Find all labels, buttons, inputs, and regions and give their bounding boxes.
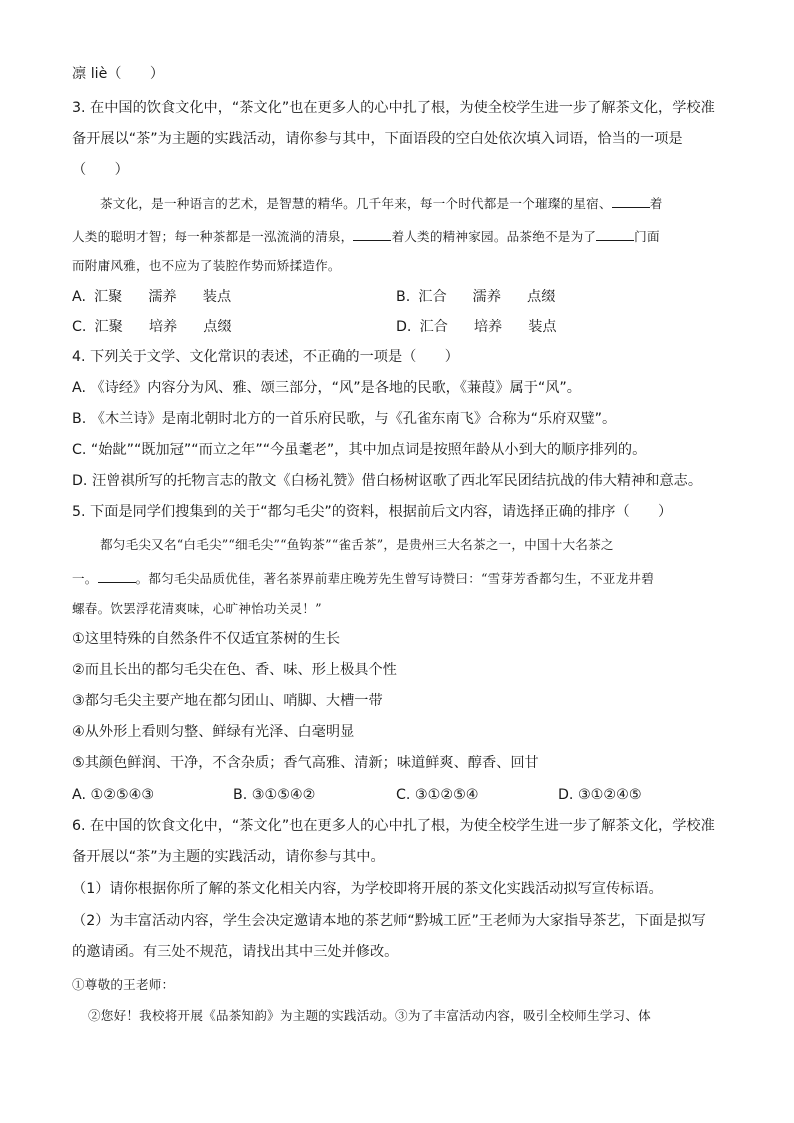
fill-blank-2: [353, 226, 391, 241]
option-word: 濡养: [472, 289, 502, 305]
option-word: 濡养: [148, 289, 177, 305]
sentence-5: ⑤其颜色鲜润、干净，不含杂质；香气高雅、清新；味道鲜爽、醇香、回甘: [72, 755, 539, 771]
passage-text: 着: [649, 196, 663, 211]
question-6-sub-2-line2: 的邀请函。有三处不规范，请找出其中三处并修改。: [72, 944, 399, 960]
q4-option-a: A. 《诗经》内容分为风、雅、颂三部分，“风”是各地的民歌，《蒹葭》属于“风”。: [72, 380, 581, 396]
option-word: 汇聚: [94, 319, 123, 335]
q5-option-a: A. ①②⑤④③: [72, 787, 155, 803]
passage-text: 。都匀毛尖品质优佳，著名茶界前辈庄晚芳先生曾写诗赞曰：“雪芽芳香都匀生，不亚龙井碧: [135, 571, 654, 586]
question-6-sub-1: （1）请你根据你所了解的茶文化相关内容，为学校即将开展的茶文化实践活动拟写宣传标语。: [72, 881, 663, 897]
option-word: 培养: [148, 319, 178, 335]
q4-option-d: D. 汪曾祺所写的托物言志的散文《白杨礼赞》借白杨树讴歌了西北军民团结抗战的伟大精神和意志。: [72, 473, 703, 489]
passage-2-line1: 都匀毛尖又名“白毛尖”“细毛尖”“鱼钩茶”“雀舌茶”，是贵州三大名茶之一，中国十大名茶之: [100, 537, 614, 552]
option-word: 装点: [528, 319, 557, 335]
option-label: B.: [396, 289, 411, 305]
question-3-stem-line1: 3. 在中国的饮食文化中，“茶文化”也在更多人的心中扎了根，为使全校学生进一步了解茶文化，学校准: [72, 100, 715, 116]
passage-text: 人类的聪明才智；每一种茶都是一泓流淌的清泉，: [72, 229, 354, 244]
sentence-2: ②而且长出的都匀毛尖在色、香、味、形上极具个性: [72, 662, 397, 678]
fill-blank-4: [98, 568, 136, 583]
question-6-stem-line1: 6. 在中国的饮食文化中，“茶文化”也在更多人的心中扎了根，为使全校学生进一步了解茶文化，学校准: [72, 818, 715, 834]
passage-text: 一。: [72, 571, 98, 586]
passage-1-line2: [72, 226, 660, 247]
option-word: 培养: [473, 319, 503, 335]
fill-blank-1: [612, 193, 650, 208]
passage-1-line1: [100, 193, 663, 214]
passage-2-line2: [72, 568, 654, 589]
option-label: C.: [72, 319, 87, 335]
question-3-stem-line2: 备开展以“茶”为主题的实践活动，请你参与其中，下面语段的空白处依次填入词语，恰当的一项是: [72, 131, 683, 147]
option-word: 点缀: [203, 319, 232, 335]
fill-blank-3: [596, 226, 634, 241]
option-word: 装点: [202, 289, 232, 305]
passage-text: 门面: [634, 229, 660, 244]
sentence-1: ①这里特殊的自然条件不仅适宜茶树的生长: [72, 631, 341, 647]
q4-option-c: C. “始龀”“既加冠”“而立之年”“今虽耄老”，其中加点词是按照年龄从小到大的顺序排列的。: [72, 442, 647, 458]
letter-salutation: ①尊敬的王老师：: [72, 977, 175, 992]
sentence-3: ③都匀毛尖主要产地在都匀团山、哨脚、大槽一带: [72, 693, 383, 709]
option-label: A.: [72, 289, 86, 305]
question-6-sub-2-line1: （2）为丰富活动内容，学生会决定邀请本地的茶艺师“黔城工匠”王老师为大家指导茶艺，下面是拟写: [72, 913, 706, 929]
q3-option-d: [396, 317, 557, 337]
q3-option-a: [72, 287, 231, 307]
q3-option-b: [396, 287, 555, 307]
q5-option-d: D. ③①②④⑤: [558, 787, 642, 803]
q3-option-c: [72, 317, 232, 337]
sentence-4: ④从外形上看则匀整、鲜绿有光泽、白毫明显: [72, 724, 355, 740]
option-word: 汇合: [418, 289, 447, 305]
passage-1-line3: 而附庸风雅，也不应为了装腔作势而矫揉造作。: [72, 258, 341, 273]
question-4-stem: 4. 下列关于文学、文化常识的表述，不正确的一项是（ ）: [72, 349, 459, 365]
answer-line-lie: 凛 liè（ ）: [72, 66, 165, 82]
question-6-stem-line2: 备开展以“茶”为主题的实践活动，请你参与其中。: [72, 849, 385, 865]
q5-option-c: C. ③①②⑤④: [396, 787, 479, 803]
option-word: 汇合: [419, 319, 448, 335]
q5-option-b: B. ③①⑤④②: [233, 787, 316, 803]
question-5-stem: 5. 下面是同学们搜集到的关于“都匀毛尖”的资料，根据前后文内容，请选择正确的排序（ ）: [72, 504, 673, 520]
option-word: 汇聚: [93, 289, 123, 305]
question-3-answer-paren: （ ）: [72, 162, 129, 178]
passage-2-line3: 螺春。饮罢浮花清爽味，心旷神怡功关灵！”: [72, 601, 322, 616]
q4-option-b: B. 《木兰诗》是南北朝时北方的一首乐府民歌，与《孔雀东南飞》合称为“乐府双璧”。: [72, 411, 617, 427]
passage-text: 着人类的精神家园。品茶绝不是为了: [391, 229, 597, 244]
option-label: D.: [396, 319, 412, 335]
letter-body-line1: ②您好！我校将开展《品茶知韵》为主题的实践活动。③为了丰富活动内容，吸引全校师生学习、体: [88, 1008, 651, 1023]
passage-text: 茶文化，是一种语言的艺术，是智慧的精华。几千年来，每一个时代都是一个璀璨的星宿、: [100, 196, 612, 211]
option-word: 点缀: [527, 289, 556, 305]
